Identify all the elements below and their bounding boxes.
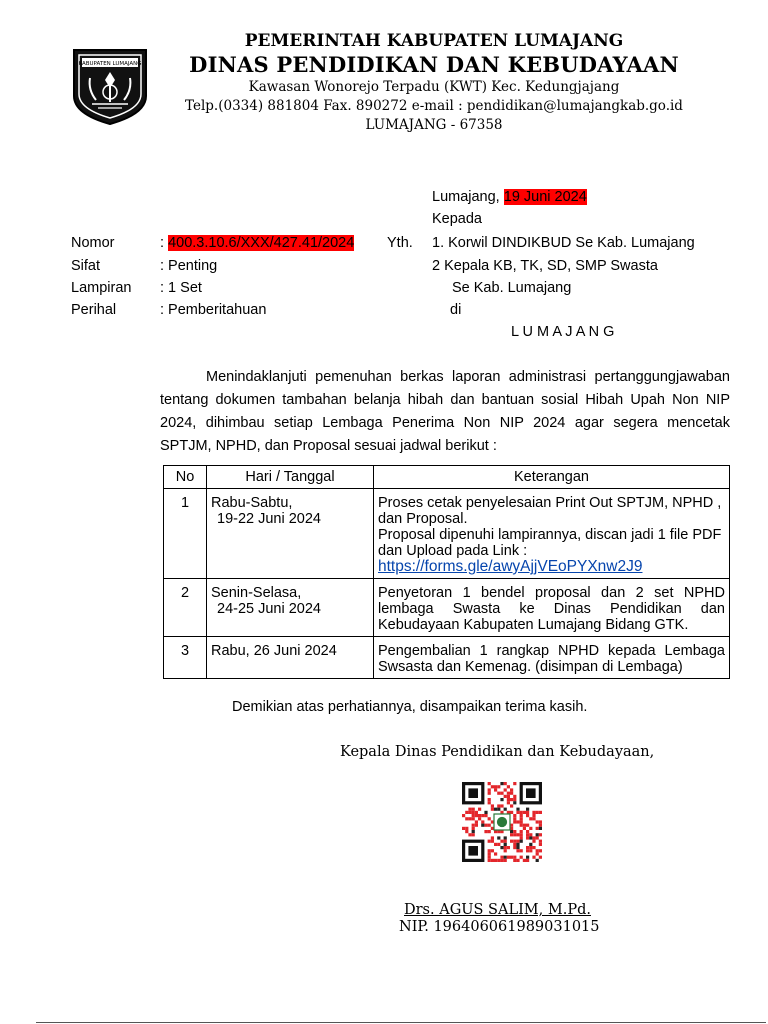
row-day-line2: 24-25 Juni 2024 bbox=[217, 601, 321, 617]
signer-name: Drs. AGUS SALIM, M.Pd. bbox=[404, 902, 591, 918]
sifat-value: : Penting bbox=[160, 258, 218, 274]
row-note-line1: Proses cetak penyelesaian Print Out SPTJM, NPHD , dan Proposal. bbox=[378, 495, 722, 527]
recipient-3: Se Kab. Lumajang bbox=[452, 280, 572, 296]
closing-text: Demikian atas perhatiannya, disampaikan terima kasih. bbox=[232, 699, 588, 715]
header-day: Hari / Tanggal bbox=[207, 466, 374, 489]
nomor-label: Nomor bbox=[71, 235, 115, 251]
row-note: Penyetoran 1 bendel proposal dan 2 set NPHD lembaga Swasta ke Dinas Pendidikan dan Kebudayaan Kabupaten Lumajang Bidang GTK. bbox=[374, 579, 730, 637]
qr-code-icon bbox=[462, 782, 542, 862]
place-date bbox=[432, 188, 587, 206]
schedule-table bbox=[163, 465, 730, 679]
kepada-label: Kepada bbox=[432, 211, 482, 227]
body-text: Menindaklanjuti pemenuhan berkas laporan administrasi pertanggungjawaban tentang dokumen tambahan belanja hibah dan bantuan sosial Hibah Upah Non NIP 2024, dihimbau setiap Lembaga Penerima Non NIP 2024 agar segera mencetak SPTJM, NPHD, dan Proposal sesuai jadwal berikut : bbox=[160, 369, 730, 454]
lampiran-value: : 1 Set bbox=[160, 280, 202, 296]
lampiran-label: Lampiran bbox=[71, 280, 132, 296]
letterhead-government: PEMERINTAH KABUPATEN LUMAJANG bbox=[244, 31, 624, 51]
page-divider bbox=[36, 1022, 766, 1023]
sifat-label: Sifat bbox=[71, 258, 101, 274]
header-note: Keterangan bbox=[374, 466, 730, 489]
row-day-line2: 19-22 Juni 2024 bbox=[217, 511, 321, 527]
letterhead bbox=[140, 30, 728, 135]
perihal-value: : Pemberitahuan bbox=[160, 302, 267, 318]
body-paragraph bbox=[160, 366, 730, 458]
recipient-2: 2 Kepala KB, TK, SD, SMP Swasta bbox=[432, 258, 658, 274]
yth-label: Yth. bbox=[387, 235, 413, 251]
row-note-line2: Proposal dipenuhi lampirannya, discan jadi 1 file PDF dan Upload pada Link : bbox=[378, 527, 722, 559]
upload-link[interactable]: https://forms.gle/awyAjjVEoPYXnw2J9 bbox=[378, 558, 643, 575]
row-day-line1: Senin-Selasa, bbox=[211, 585, 302, 601]
row-day: Rabu, 26 Juni 2024 bbox=[207, 637, 374, 679]
row-day bbox=[207, 579, 374, 637]
recipient-1: 1. Korwil DINDIKBUD Se Kab. Lumajang bbox=[432, 235, 695, 251]
row-day-line1: Rabu-Sabtu, bbox=[211, 495, 293, 511]
table-row bbox=[164, 579, 730, 637]
recipient-city: L U M A J A N G bbox=[511, 324, 615, 340]
letterhead-contact: Telp.(0334) 881804 Fax. 890272 e-mail : pendidikan@lumajangkab.go.id bbox=[185, 98, 683, 114]
row-no: 3 bbox=[164, 637, 207, 679]
signer-nip: NIP. 196406061989031015 bbox=[399, 919, 600, 935]
letterhead-city: LUMAJANG - 67358 bbox=[365, 117, 503, 133]
letterhead-address: Kawasan Wonorejo Terpadu (KWT) Kec. Kedungjajang bbox=[248, 79, 620, 95]
letterhead-office: DINAS PENDIDIKAN DAN KEBUDAYAAN bbox=[189, 52, 679, 77]
letter-date: 19 Juni 2024 bbox=[503, 189, 587, 205]
header-no: No bbox=[164, 466, 207, 489]
row-note: Pengembalian 1 rangkap NPHD kepada Lembaga Swsasta dan Kemenag. (disimpan di Lembaga) bbox=[374, 637, 730, 679]
perihal-label: Perihal bbox=[71, 302, 117, 318]
table-row bbox=[164, 637, 730, 679]
letter-number: 400.3.10.6/XXX/427.41/2024 bbox=[168, 235, 355, 251]
table-row bbox=[164, 489, 730, 579]
row-no: 1 bbox=[164, 489, 207, 579]
di-label: di bbox=[450, 302, 462, 318]
table-header-row bbox=[164, 466, 730, 489]
row-day bbox=[207, 489, 374, 579]
row-note bbox=[374, 489, 730, 579]
place: Lumajang, bbox=[432, 189, 504, 205]
nomor-value bbox=[160, 234, 354, 252]
logo-text: KABUPATEN LUMAJANG bbox=[78, 61, 142, 67]
signer-title: Kepala Dinas Pendidikan dan Kebudayaan, bbox=[340, 744, 655, 760]
nomor-colon: : bbox=[160, 235, 165, 251]
row-no: 2 bbox=[164, 579, 207, 637]
